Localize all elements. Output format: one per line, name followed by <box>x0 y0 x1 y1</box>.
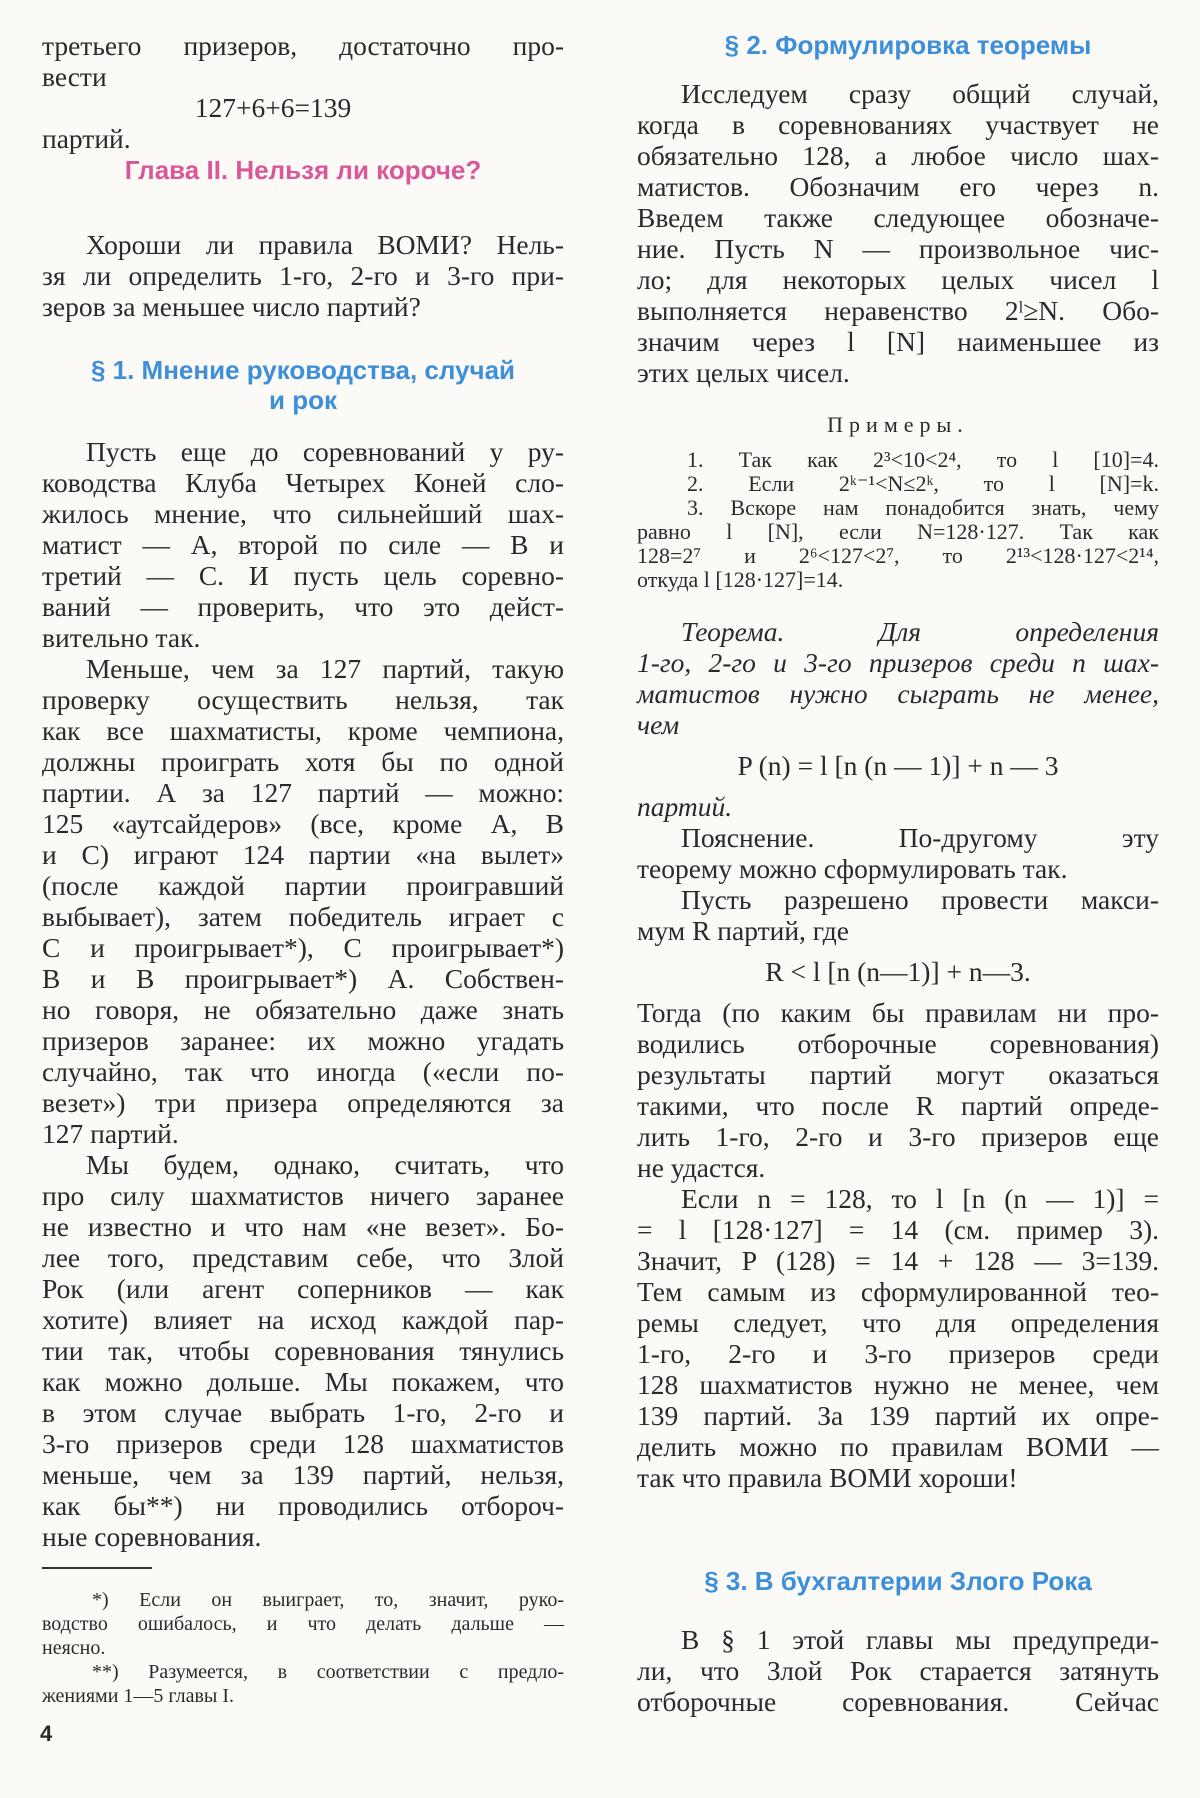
text-line: теорему можно сформулировать так. <box>637 853 1068 884</box>
text-line: вести <box>42 61 107 92</box>
text-line: В § 1 этой главы мы предупреди- <box>681 1624 1159 1655</box>
text-line: жилось мнение, что сильнейший шах- <box>42 498 564 529</box>
text-line: обязательно 128, а любое число шах- <box>637 140 1159 171</box>
theorem-line: чем <box>637 709 680 740</box>
text-line: про силу шахматистов ничего заранее <box>42 1180 564 1211</box>
text-line: везет») три призера определяются за <box>42 1087 564 1118</box>
examples-title: Примеры. <box>827 412 969 437</box>
example-line: равно l [N], если N=128·127. Так как <box>637 519 1159 544</box>
text-line: так что правила ВОМИ хороши! <box>637 1462 1018 1493</box>
theorem-formula: P (n) = l [n (n — 1)] + n — 3 <box>737 750 1059 781</box>
text-line: ло; для некоторых целых чисел l <box>637 264 1159 295</box>
text-line: Меньше, чем за 127 партий, такую <box>86 653 564 684</box>
text-line: Если n = 128, то l [n (n — 1)] = <box>681 1183 1159 1214</box>
text-line: 139 партий. За 139 партий их опре- <box>637 1400 1159 1431</box>
text-line: результаты партий могут оказаться <box>637 1059 1159 1090</box>
example-line: 1. Так как 2³<10<2⁴, то l [10]=4. <box>687 447 1159 472</box>
text-line: этих целых чисел. <box>637 357 850 388</box>
text-line: матист — A, второй по силе — B и <box>42 529 564 560</box>
theorem-line: партий. <box>637 791 733 822</box>
text-line: такими, что после R партий опреде- <box>637 1090 1159 1121</box>
example-line: 3. Вскоре нам понадобится знать, чему <box>687 495 1159 520</box>
text-line: третьего призеров, достаточно про- <box>42 30 564 61</box>
text-line: выполняется неравенство 2ˡ≥N. Обо- <box>637 295 1159 326</box>
formula: 127+6+6=139 <box>194 92 352 123</box>
text-line: лить 1-го, 2-го и 3-го призеров еще <box>637 1121 1159 1152</box>
text-line: Тем самым из сформулированной тео- <box>637 1276 1159 1307</box>
text-line: Пусть еще до соревнований у ру- <box>86 436 564 467</box>
footnote-line: **) Разумеется, в соответствии с предло- <box>92 1661 564 1683</box>
text-line: как можно дольше. Мы покажем, что <box>42 1366 564 1397</box>
text-line: не удастся. <box>637 1152 766 1183</box>
text-line: но говоря, не обязательно даже знать <box>42 994 564 1025</box>
text-line: проверку осуществить нельзя, так <box>42 684 564 715</box>
footnote-line: *) Если он выиграет, то, значит, руко- <box>92 1589 564 1611</box>
intro-block <box>42 30 564 154</box>
text-line: как все шахматисты, кроме чемпиона, <box>42 715 564 746</box>
formula: R < l [n (n—1)] + n—3. <box>765 956 1031 987</box>
theorem <box>637 616 1159 1493</box>
section3-title: § 3. В бухгалтерии Злого Рока <box>704 1566 1092 1596</box>
text-line: партии. А за 127 партий — можно: <box>42 777 564 808</box>
text-line: = l [128·127] = 14 (см. пример 3). <box>637 1214 1159 1245</box>
text-line: Исследуем сразу общий случай, <box>681 78 1159 109</box>
text-line: значим через l [N] наименьшее из <box>637 326 1159 357</box>
text-line: 1-го, 2-го и 3-го призеров среди <box>637 1338 1159 1369</box>
theorem-line: Теорема. Для определения <box>681 616 1159 647</box>
chapter-title: Глава II. Нельзя ли короче? <box>124 155 482 185</box>
text-line: ние. Пусть N — произвольное чис- <box>637 233 1159 264</box>
text-line: мум R партий, где <box>637 915 849 946</box>
section2-title: § 2. Формулировка теоремы <box>724 30 1092 60</box>
footnotes <box>42 1588 564 1708</box>
text-line: партий. <box>42 123 131 154</box>
text-line: Тогда (по каким бы правилам ни про- <box>637 997 1159 1028</box>
text-line: матистов. Обозначим его через n. <box>637 171 1159 202</box>
text-line: ремы следует, что для определения <box>637 1307 1159 1338</box>
text-line: Значит, P (128) = 14 + 128 — 3=139. <box>637 1245 1159 1276</box>
text-line: как бы**) ни проводились отбороч- <box>42 1490 564 1521</box>
section-title-line: и рок <box>269 385 337 415</box>
text-line: 125 «аутсайдеров» (все, кроме A, B <box>42 808 564 839</box>
text-line: B и B проигрывает*) A. Собствен- <box>42 963 564 994</box>
text-line: водились отборочные соревнования) <box>637 1028 1159 1059</box>
text-line: 3-го призеров среди 128 шахматистов <box>42 1428 564 1459</box>
footnote-line: жениями 1—5 главы I. <box>42 1685 234 1707</box>
text-line: призеров заранее: их можно угадать <box>42 1025 564 1056</box>
page-number: 4 <box>40 1721 53 1746</box>
text-line: вительно так. <box>42 622 201 653</box>
example-line: откуда l [128·127]=14. <box>637 567 844 592</box>
text-line: ководства Клуба Четырех Коней сло- <box>42 467 564 498</box>
text-line: в этом случае выбрать 1-го, 2-го и <box>42 1397 564 1428</box>
section1-para1 <box>42 436 564 1552</box>
theorem-line: 1-го, 2-го и 3-го призеров среди n шах- <box>637 647 1159 678</box>
text-line: и C) играют 124 партии «на вылет» <box>42 839 564 870</box>
section1-title <box>42 355 564 415</box>
text-line: Мы будем, однако, считать, что <box>86 1149 564 1180</box>
text-line: отборочные соревнования. Сейчас <box>637 1686 1159 1717</box>
theorem-line: матистов нужно сыграть не менее, <box>637 678 1159 709</box>
footnote-line: неясно. <box>42 1637 106 1659</box>
text-line: зеров за меньшее число партий? <box>42 291 421 322</box>
text-line: Хороши ли правила ВОМИ? Нель- <box>86 229 564 260</box>
text-line: Пусть разрешено провести макси- <box>681 884 1159 915</box>
text-line: ные соревнования. <box>42 1521 262 1552</box>
text-line: лее того, представим себе, что Злой <box>42 1242 564 1273</box>
text-line: выбывает), затем победитель играет с <box>42 901 564 932</box>
example-line: 128=2⁷ и 2⁶<127<2⁷, то 2¹³<128·127<2¹⁴, <box>637 543 1159 568</box>
section3-para <box>637 1624 1159 1717</box>
text-line: C и проигрывает*), C проигрывает*) <box>42 932 564 963</box>
text-line: Рок (или агент соперников — как <box>42 1273 564 1304</box>
text-line: должны проиграть хотя бы по одной <box>42 746 564 777</box>
example-line: 2. Если 2ᵏ⁻¹<N≤2ᵏ, то l [N]=k. <box>687 471 1159 496</box>
text-line: (после каждой партии проигравший <box>42 870 564 901</box>
text-line: 127 партий. <box>42 1118 179 1149</box>
text-line: хотите) влияет на исход каждой пар- <box>42 1304 564 1335</box>
text-line: случайно, так что иногда («если по- <box>42 1056 564 1087</box>
text-line: меньше, чем за 139 партий, нельзя, <box>42 1459 564 1490</box>
text-line: ваний — проверить, что это дейст- <box>42 591 564 622</box>
text-line: Введем также следующее обозначе- <box>637 202 1159 233</box>
footnote-line: водство ошибалось, и что делать дальше — <box>42 1613 564 1635</box>
chapter-intro <box>42 229 564 322</box>
text-line: когда в соревнованиях участвует не <box>637 109 1159 140</box>
footnote-divider <box>42 1567 152 1569</box>
text-line: третий — C. И пусть цель соревно- <box>42 560 564 591</box>
examples <box>637 448 1159 592</box>
section2-para1 <box>637 78 1159 388</box>
text-line: 128 шахматистов нужно не менее, чем <box>637 1369 1159 1400</box>
text-line: не известно и что нам «не везет». Бо- <box>42 1211 564 1242</box>
text-line: Пояснение. По-другому эту <box>681 822 1159 853</box>
section-title-line: § 1. Мнение руководства, случай <box>90 355 516 385</box>
text-line: зя ли определить 1-го, 2-го и 3-го при- <box>42 260 564 291</box>
text-line: делить можно по правилам ВОМИ — <box>637 1431 1159 1462</box>
text-line: тии так, чтобы соревнования тянулись <box>42 1335 564 1366</box>
text-line: ли, что Злой Рок старается затянуть <box>637 1655 1159 1686</box>
